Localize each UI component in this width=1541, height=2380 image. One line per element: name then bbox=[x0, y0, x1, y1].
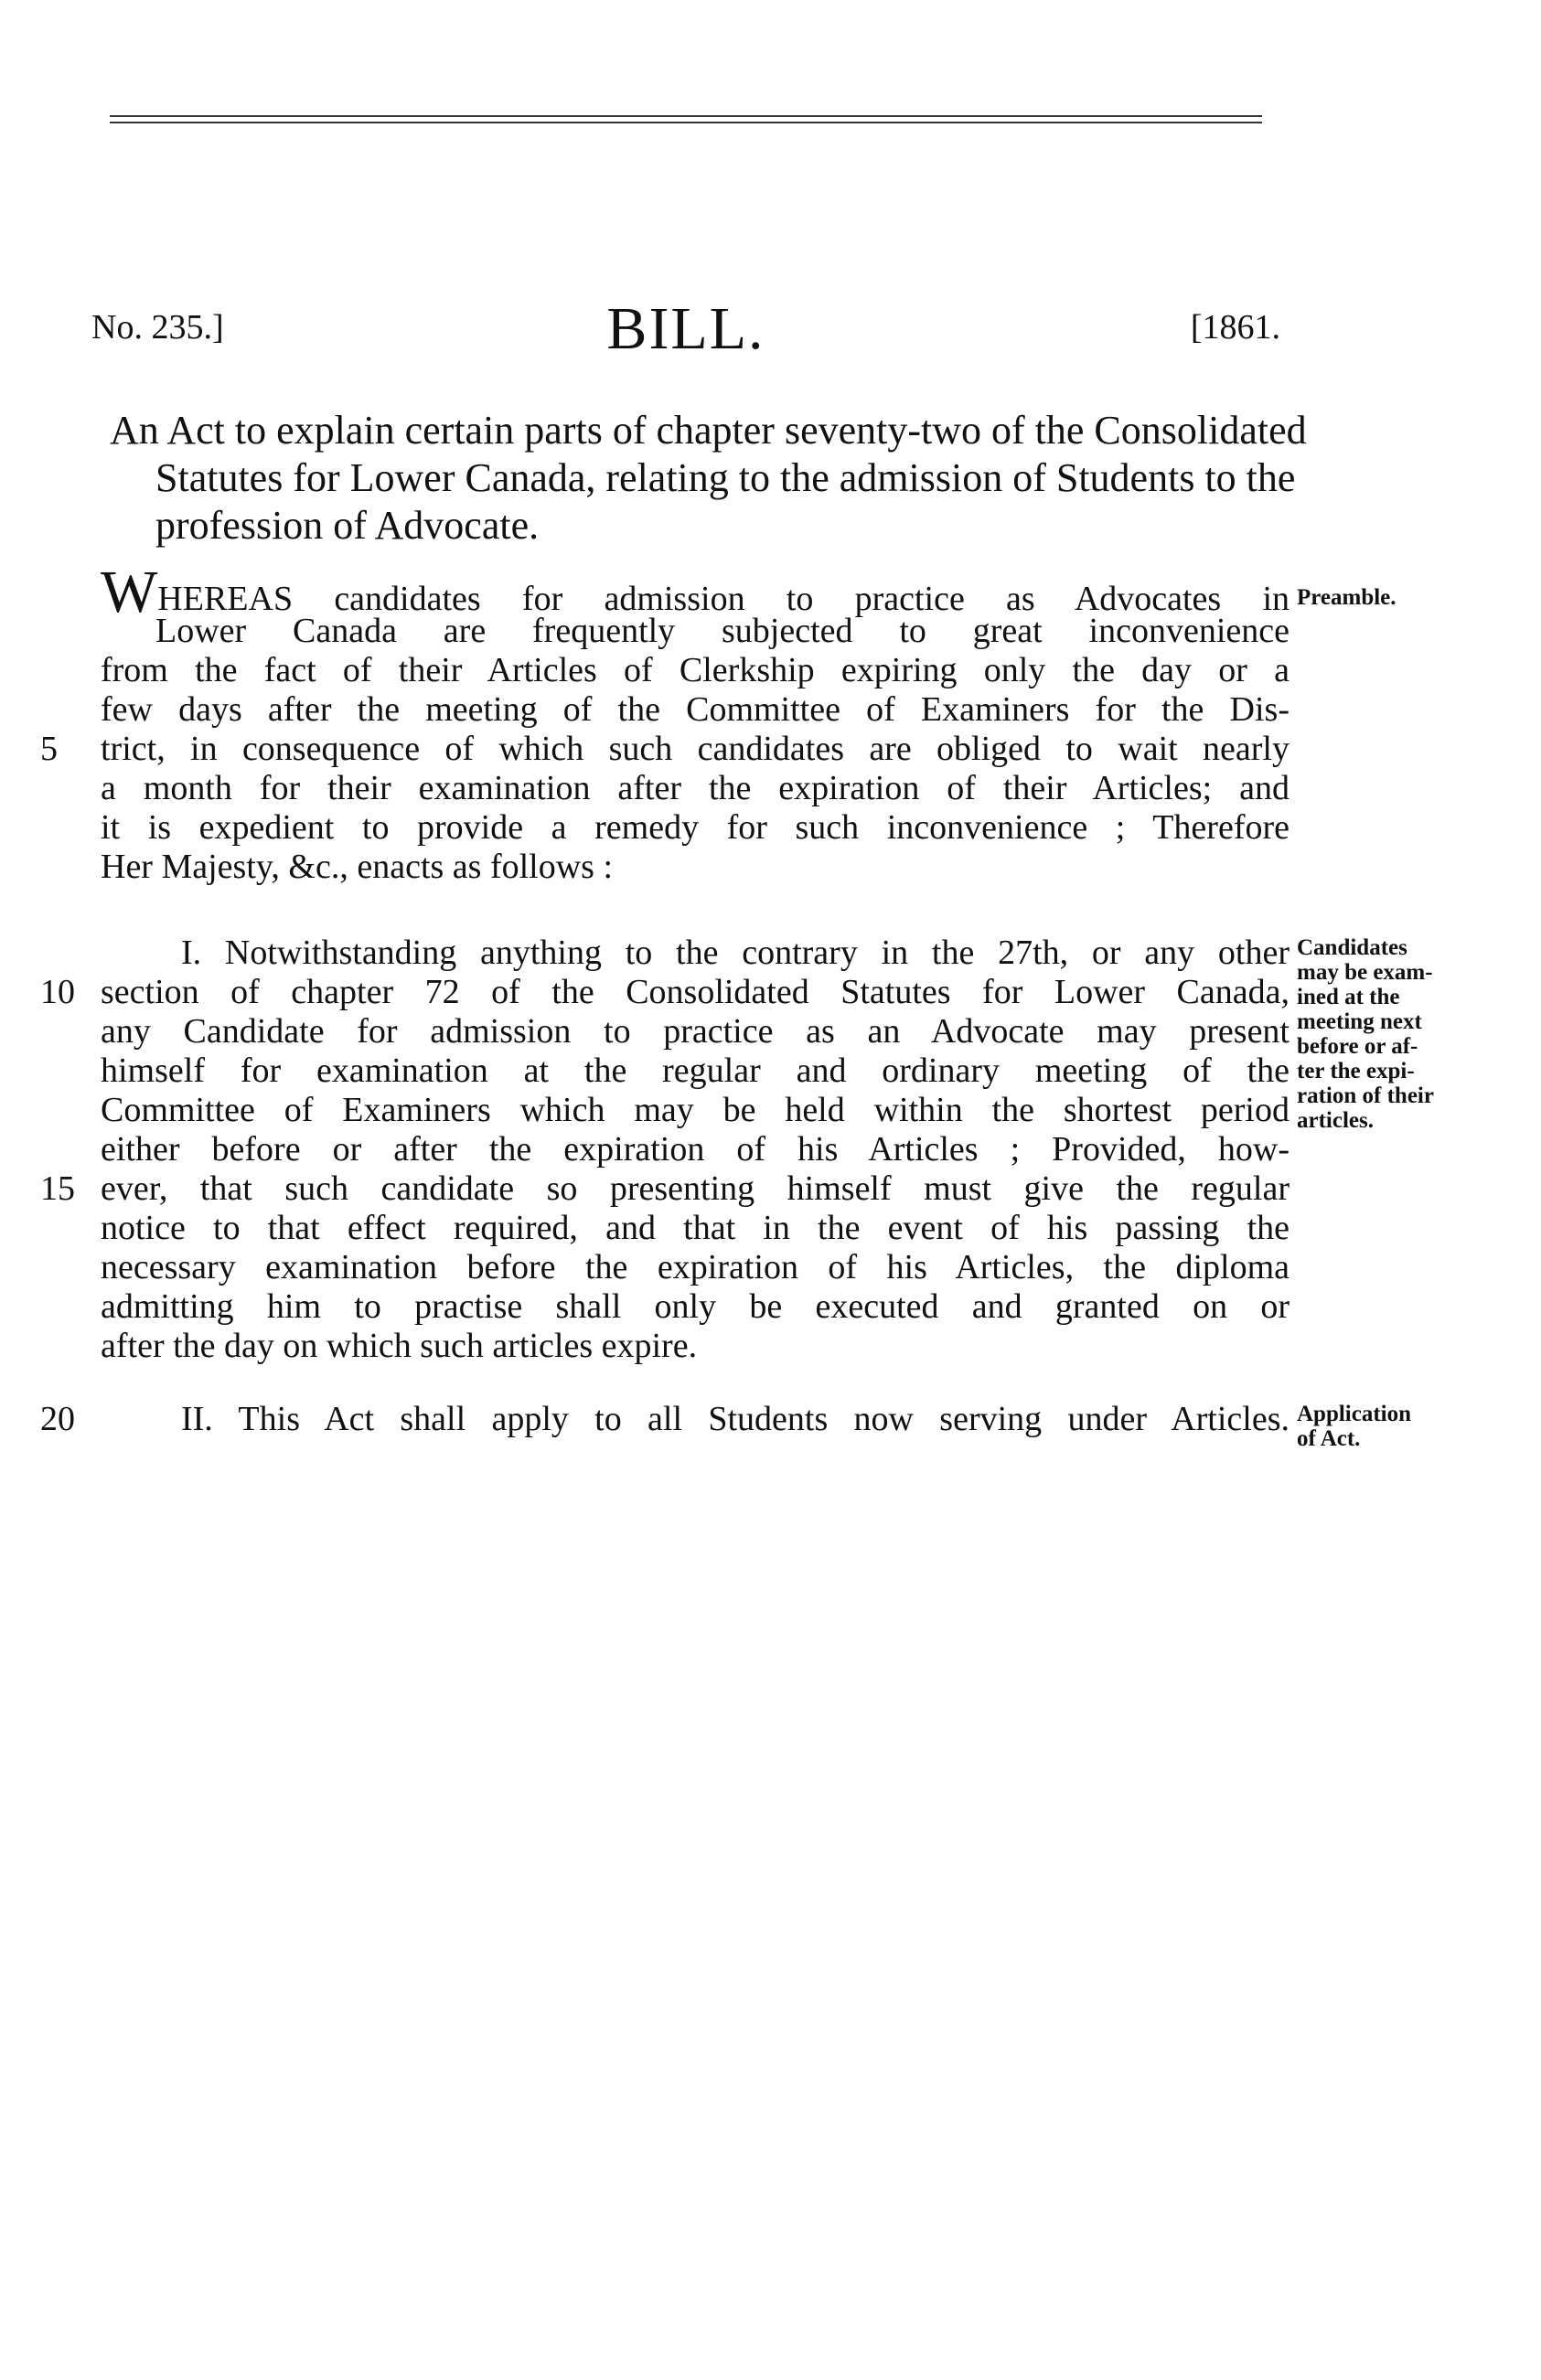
margin-note-application bbox=[1297, 1402, 1480, 1451]
section-1-line: ever, that such candidate so presenting himself must give the regular bbox=[101, 1169, 1290, 1208]
margin-note-candidates bbox=[1297, 935, 1480, 1133]
section-1-line: I. Notwithstanding anything to the contrary in the 27th, or any other bbox=[181, 934, 1290, 972]
margin-note-line: articles. bbox=[1297, 1108, 1374, 1133]
margin-note-preamble bbox=[1297, 585, 1480, 610]
bill-year: [1861. bbox=[1190, 308, 1280, 347]
margin-note-line: Application bbox=[1297, 1402, 1412, 1426]
margin-note-line: meeting next bbox=[1297, 1009, 1422, 1034]
preamble-line: few days after the meeting of the Committee of Examiners for the Dis- bbox=[101, 690, 1290, 729]
section-1-line: notice to that effect required, and that in the event of his passing the bbox=[101, 1209, 1290, 1247]
drop-cap: W bbox=[101, 559, 158, 625]
section-1-line: any Candidate for admission to practice as an Advocate may present bbox=[101, 1012, 1290, 1051]
preamble-line-text: HEREAS candidates for admission to practice as Advocates in bbox=[157, 580, 1290, 618]
section-1-line: himself for examination at the regular and ordinary meeting of the bbox=[101, 1051, 1290, 1090]
act-title: An Act to explain certain parts of chapter seventy-two of the Consolidated Statutes for Lower Canada, relating to the admission of Students to the profession of Advocate. bbox=[110, 408, 1307, 548]
margin-note-line: before or af- bbox=[1297, 1034, 1418, 1059]
bill-number: No. 235.] bbox=[91, 308, 224, 347]
preamble-line: a month for their examination after the expiration of their Articles; and bbox=[101, 769, 1290, 807]
margin-note-line: of Act. bbox=[1297, 1426, 1361, 1451]
margin-note-line: Preamble. bbox=[1297, 585, 1397, 610]
margin-note-line: ined at the bbox=[1297, 985, 1400, 1009]
section-1-line: Committee of Examiners which may be held within the shortest period bbox=[101, 1091, 1290, 1129]
margin-note-line: may be exam- bbox=[1297, 960, 1433, 985]
section-2 bbox=[101, 1400, 1290, 1439]
section-1-line: admitting him to practise shall only be executed and granted on or bbox=[101, 1287, 1290, 1326]
section-1-line: section of chapter 72 of the Consolidated Statutes for Lower Canada, bbox=[101, 973, 1290, 1011]
section-1-line: either before or after the expiration of his Articles ; Provided, how- bbox=[101, 1130, 1290, 1169]
margin-note-line: Candidates bbox=[1297, 935, 1407, 960]
section-1-line: necessary examination before the expiration of his Articles, the diploma bbox=[101, 1248, 1290, 1286]
line-number-20: 20 bbox=[40, 1400, 75, 1438]
preamble-line: Lower Canada are frequently subjected to great inconvenience bbox=[155, 612, 1290, 650]
margin-note-line: ter the expi- bbox=[1297, 1059, 1415, 1083]
preamble-line: trict, in consequence of which such candidates are obliged to wait nearly bbox=[101, 730, 1290, 768]
bill-title: BILL. bbox=[606, 295, 765, 362]
top-rule-1 bbox=[110, 115, 1262, 117]
preamble-line: it is expedient to provide a remedy for such inconvenience ; Therefore bbox=[101, 808, 1290, 847]
preamble-line: from the fact of their Articles of Clerkship expiring only the day or a bbox=[101, 651, 1290, 689]
preamble-line bbox=[101, 559, 1290, 625]
margin-note-line: ration of their bbox=[1297, 1083, 1434, 1108]
preamble-line: Her Majesty, &c., enacts as follows : bbox=[101, 848, 613, 886]
bill-header bbox=[91, 294, 1280, 368]
line-number-5: 5 bbox=[40, 730, 58, 768]
line-number-15: 15 bbox=[40, 1169, 75, 1208]
section-1-line: after the day on which such articles expire. bbox=[101, 1327, 698, 1365]
line-number-10: 10 bbox=[40, 973, 75, 1011]
section-1 bbox=[101, 934, 1290, 1366]
preamble bbox=[101, 559, 1290, 887]
top-rule-2 bbox=[110, 122, 1262, 123]
section-2-line: II. This Act shall apply to all Students now serving under Articles. bbox=[181, 1400, 1290, 1438]
